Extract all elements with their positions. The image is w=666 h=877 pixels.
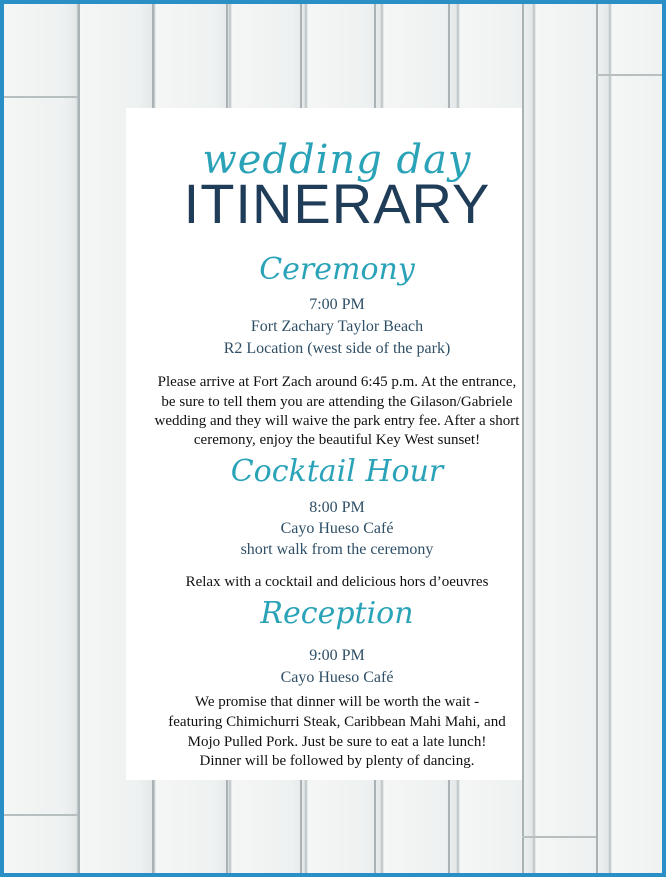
cocktail-detail: short walk from the ceremony — [240, 541, 434, 558]
ceremony-description-line: be sure to tell them you are attending the Gilason/Gabriele — [161, 394, 513, 410]
ceremony-description-line: wedding and they will waive the park entry fee. After a short — [154, 413, 520, 429]
section-title-cocktail-hour: Cocktail Hour — [230, 454, 444, 489]
page-title: ITINERARY — [183, 172, 491, 235]
ceremony-location: Fort Zachary Taylor Beach — [250, 318, 424, 335]
section-title-reception: Reception — [260, 596, 414, 631]
ceremony-description-line: Please arrive at Fort Zach around 6:45 p.m. At the entrance, — [157, 374, 517, 390]
plank-seam — [596, 74, 666, 76]
cocktail-time: 8:00 PM — [309, 499, 365, 516]
ceremony-detail: R2 Location (west side of the park) — [223, 340, 451, 357]
script-title: wedding day — [202, 137, 472, 183]
reception-description-line: Dinner will be followed by plenty of dancing. — [199, 753, 475, 769]
cocktail-location: Cayo Hueso Café — [280, 520, 394, 537]
reception-time: 9:00 PM — [309, 647, 365, 664]
plank-seam — [522, 836, 596, 838]
reception-description-line: featuring Chimichurri Steak, Caribbean Mahi Mahi, and — [168, 714, 506, 730]
cocktail-description-line: Relax with a cocktail and delicious hors d’oeuvres — [185, 574, 489, 590]
reception-description-line: Mojo Pulled Pork. Just be sure to eat a late lunch! — [187, 734, 487, 750]
reception-description-line: We promise that dinner will be worth the wait - — [194, 694, 480, 710]
plank-seam — [4, 814, 78, 816]
ceremony-description-line: ceremony, enjoy the beautiful Key West sunset! — [193, 432, 481, 448]
plank-seam — [4, 96, 78, 98]
section-title-ceremony: Ceremony — [259, 252, 415, 287]
reception-location: Cayo Hueso Café — [280, 669, 394, 686]
ceremony-time: 7:00 PM — [309, 296, 365, 313]
